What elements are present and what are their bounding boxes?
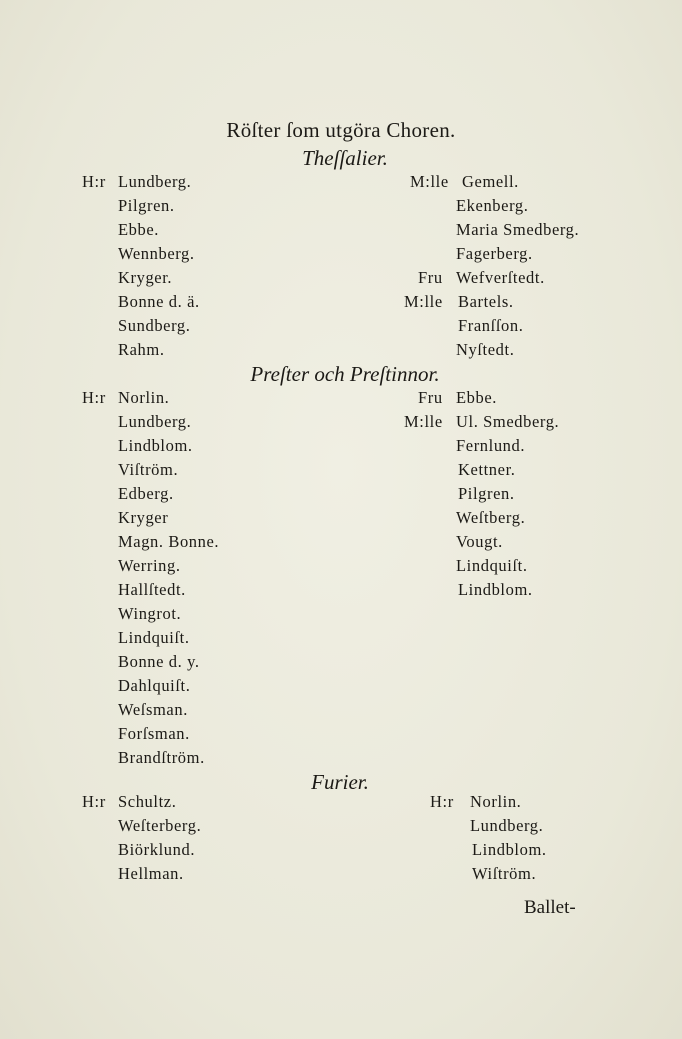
section-title-furier: Furier. — [311, 770, 369, 794]
page-title: Röſter ſom utgöra Choren. — [226, 118, 456, 142]
section-title-prester: Preſter och Preſtinnor. — [250, 362, 440, 386]
section-title-thessalier: Theſſalier. — [302, 146, 388, 170]
page: Röſter ſom utgöra Choren. Theſſalier. H:r Lundberg. Pilgren. Ebbe. Wennberg. Kryger. Bonne d. ä. Sundberg. Rahm. M:lle Gemell. Ekenberg. Maria Smedberg. Fagerberg. Fru Wefverſtedt. M:lle Bartels. Franſſon. Nyſtedt. Preſter och Preſtinnor. H:r Norlin. Lundberg. Lindblom. Viſtröm. Edberg. Kryger Magn. Bonne. Werring. Hallſtedt. Wingrot. Lindquiſt. Bonne d. y. Dahlquiſt. Weſsman. Forſsman. Brandſtröm. Fru Ebbe. M:lle Ul. Smedberg. Fernlund. Kettner. Pilgren. Weſtberg. Vougt. Lindquiſt. Lindblom. Furier. H:r Schultz. Weſterberg. Biörklund. Hellman. H:r Norlin. Lundberg. Lindblom. Wiſtröm. Ballet- — [0, 0, 682, 1039]
catchword: Ballet- — [524, 897, 576, 918]
